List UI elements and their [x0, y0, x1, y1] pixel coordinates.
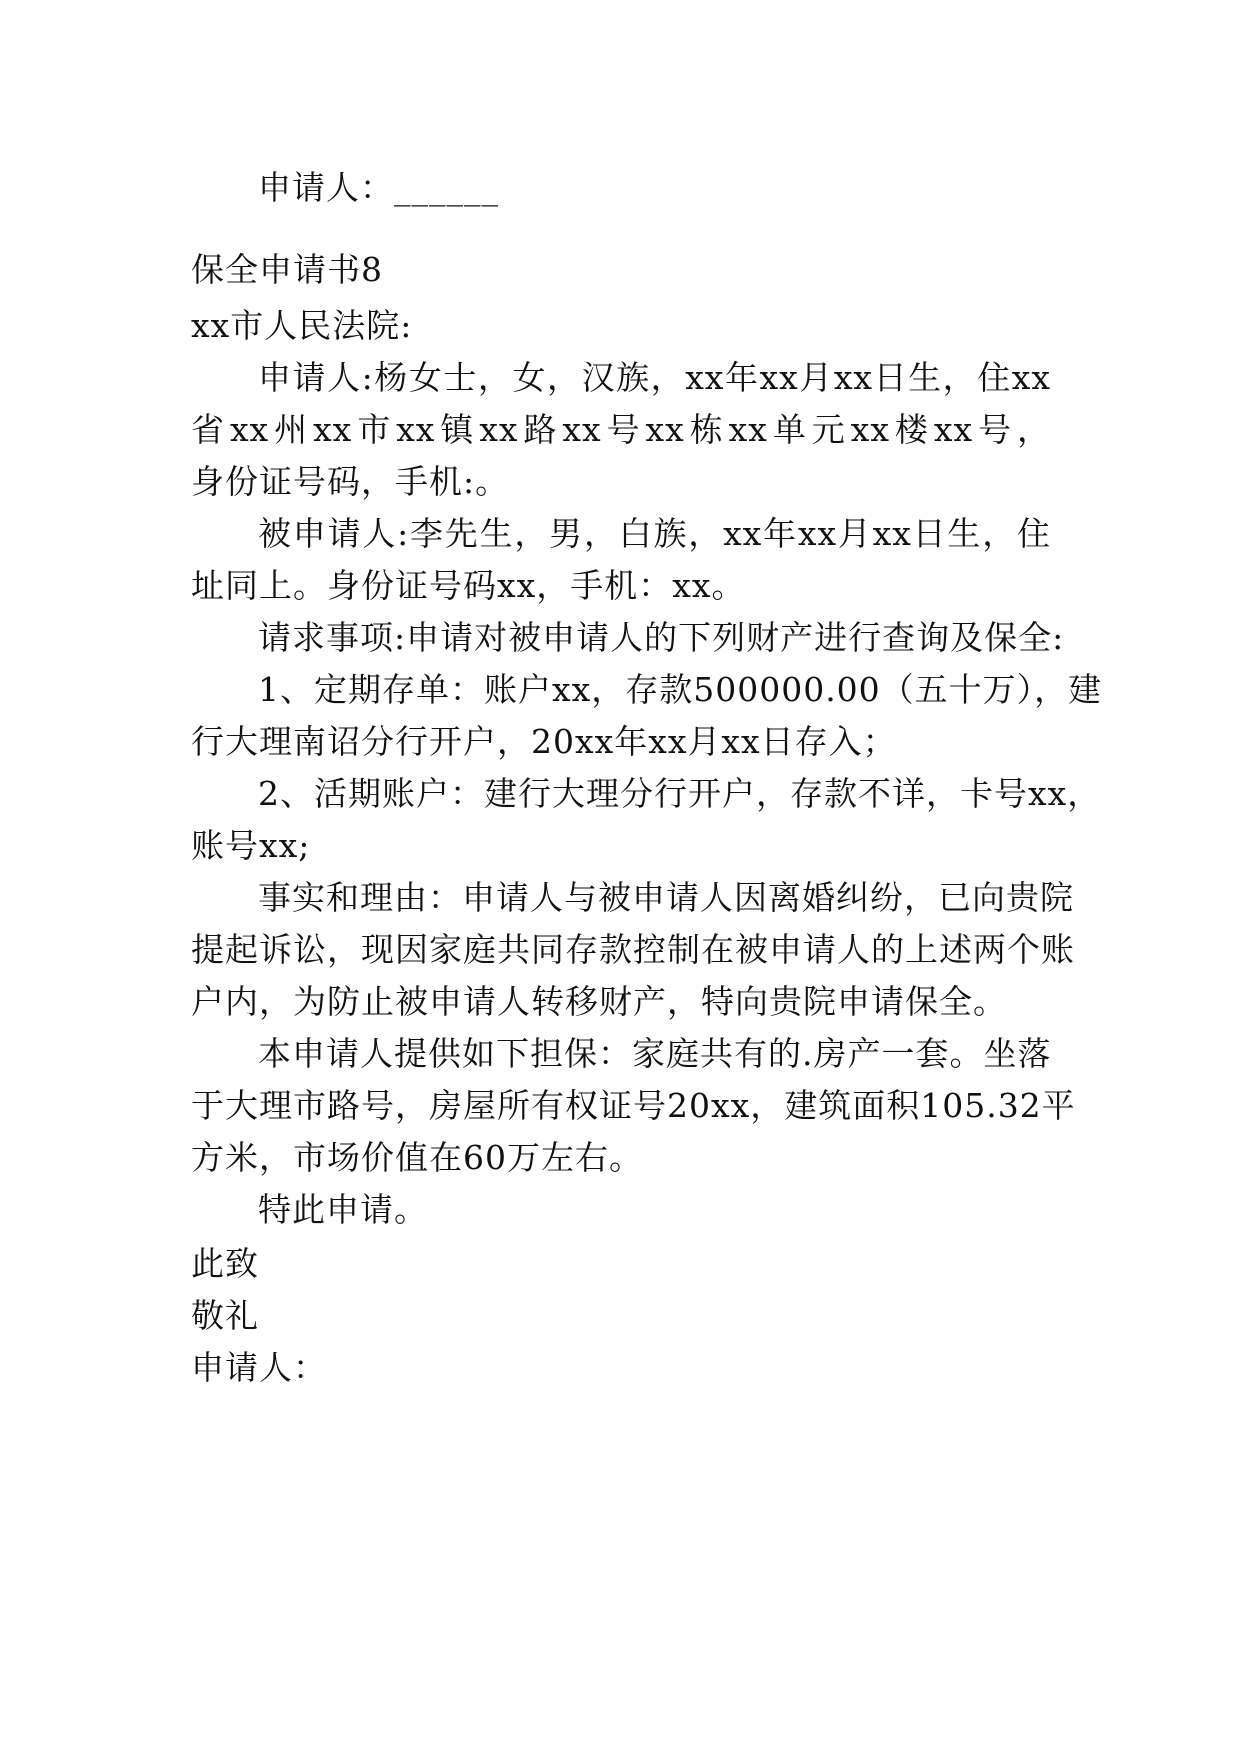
item-1-line-2: 行大理南诏分行开户，20xx年xx月xx日存入； [191, 722, 897, 761]
signature-applicant: 申请人： [191, 1348, 327, 1387]
applicant-line-1: 申请人:杨女士，女，汉族，xx年xx月xx日生，住xx [258, 358, 1051, 397]
salutation-cizhi: 此致 [191, 1244, 259, 1283]
facts-line-1: 事实和理由：申请人与被申请人因离婚纠纷，已向贵院 [258, 878, 1074, 917]
item-2-line-1: 2、活期账户：建行大理分行开户，存款不详，卡号xx， [258, 774, 1102, 813]
facts-line-2: 提起诉讼，现因家庭共同存款控制在被申请人的上述两个账 [191, 930, 1075, 969]
respondent-line-1: 被申请人:李先生，男，白族，xx年xx月xx日生，住 [258, 514, 1051, 553]
guarantee-line-1: 本申请人提供如下担保：家庭共有的.房产一套。坐落 [258, 1034, 1052, 1073]
item-2-line-2: 账号xx; [191, 826, 311, 865]
guarantee-line-3: 方米，市场价值在60万左右。 [191, 1138, 643, 1177]
closing-request: 特此申请。 [258, 1190, 428, 1229]
salutation-jingli: 敬礼 [191, 1296, 259, 1335]
respondent-line-2: 址同上。身份证号码xx，手机：xx。 [191, 566, 746, 605]
request-items-line: 请求事项:申请对被申请人的下列财产进行查询及保全: [258, 618, 1065, 657]
facts-line-3: 户内，为防止被申请人转移财产，特向贵院申请保全。 [191, 982, 1007, 1021]
document-heading: 保全申请书8 [191, 250, 383, 289]
applicant-line-3: 身份证号码，手机:。 [191, 462, 510, 501]
applicant-line-2: 省xx州xx市xx镇xx路xx号xx栋xx单元xx楼xx号， [191, 410, 1051, 449]
guarantee-line-2: 于大理市路号，房屋所有权证号20xx，建筑面积105.32平 [191, 1086, 1076, 1125]
court-addressee: xx市人民法院: [191, 306, 413, 345]
item-1-line-1: 1、定期存单：账户xx，存款500000.00（五十万），建 [258, 670, 1103, 709]
top-applicant-line: 申请人：______ [258, 168, 499, 207]
